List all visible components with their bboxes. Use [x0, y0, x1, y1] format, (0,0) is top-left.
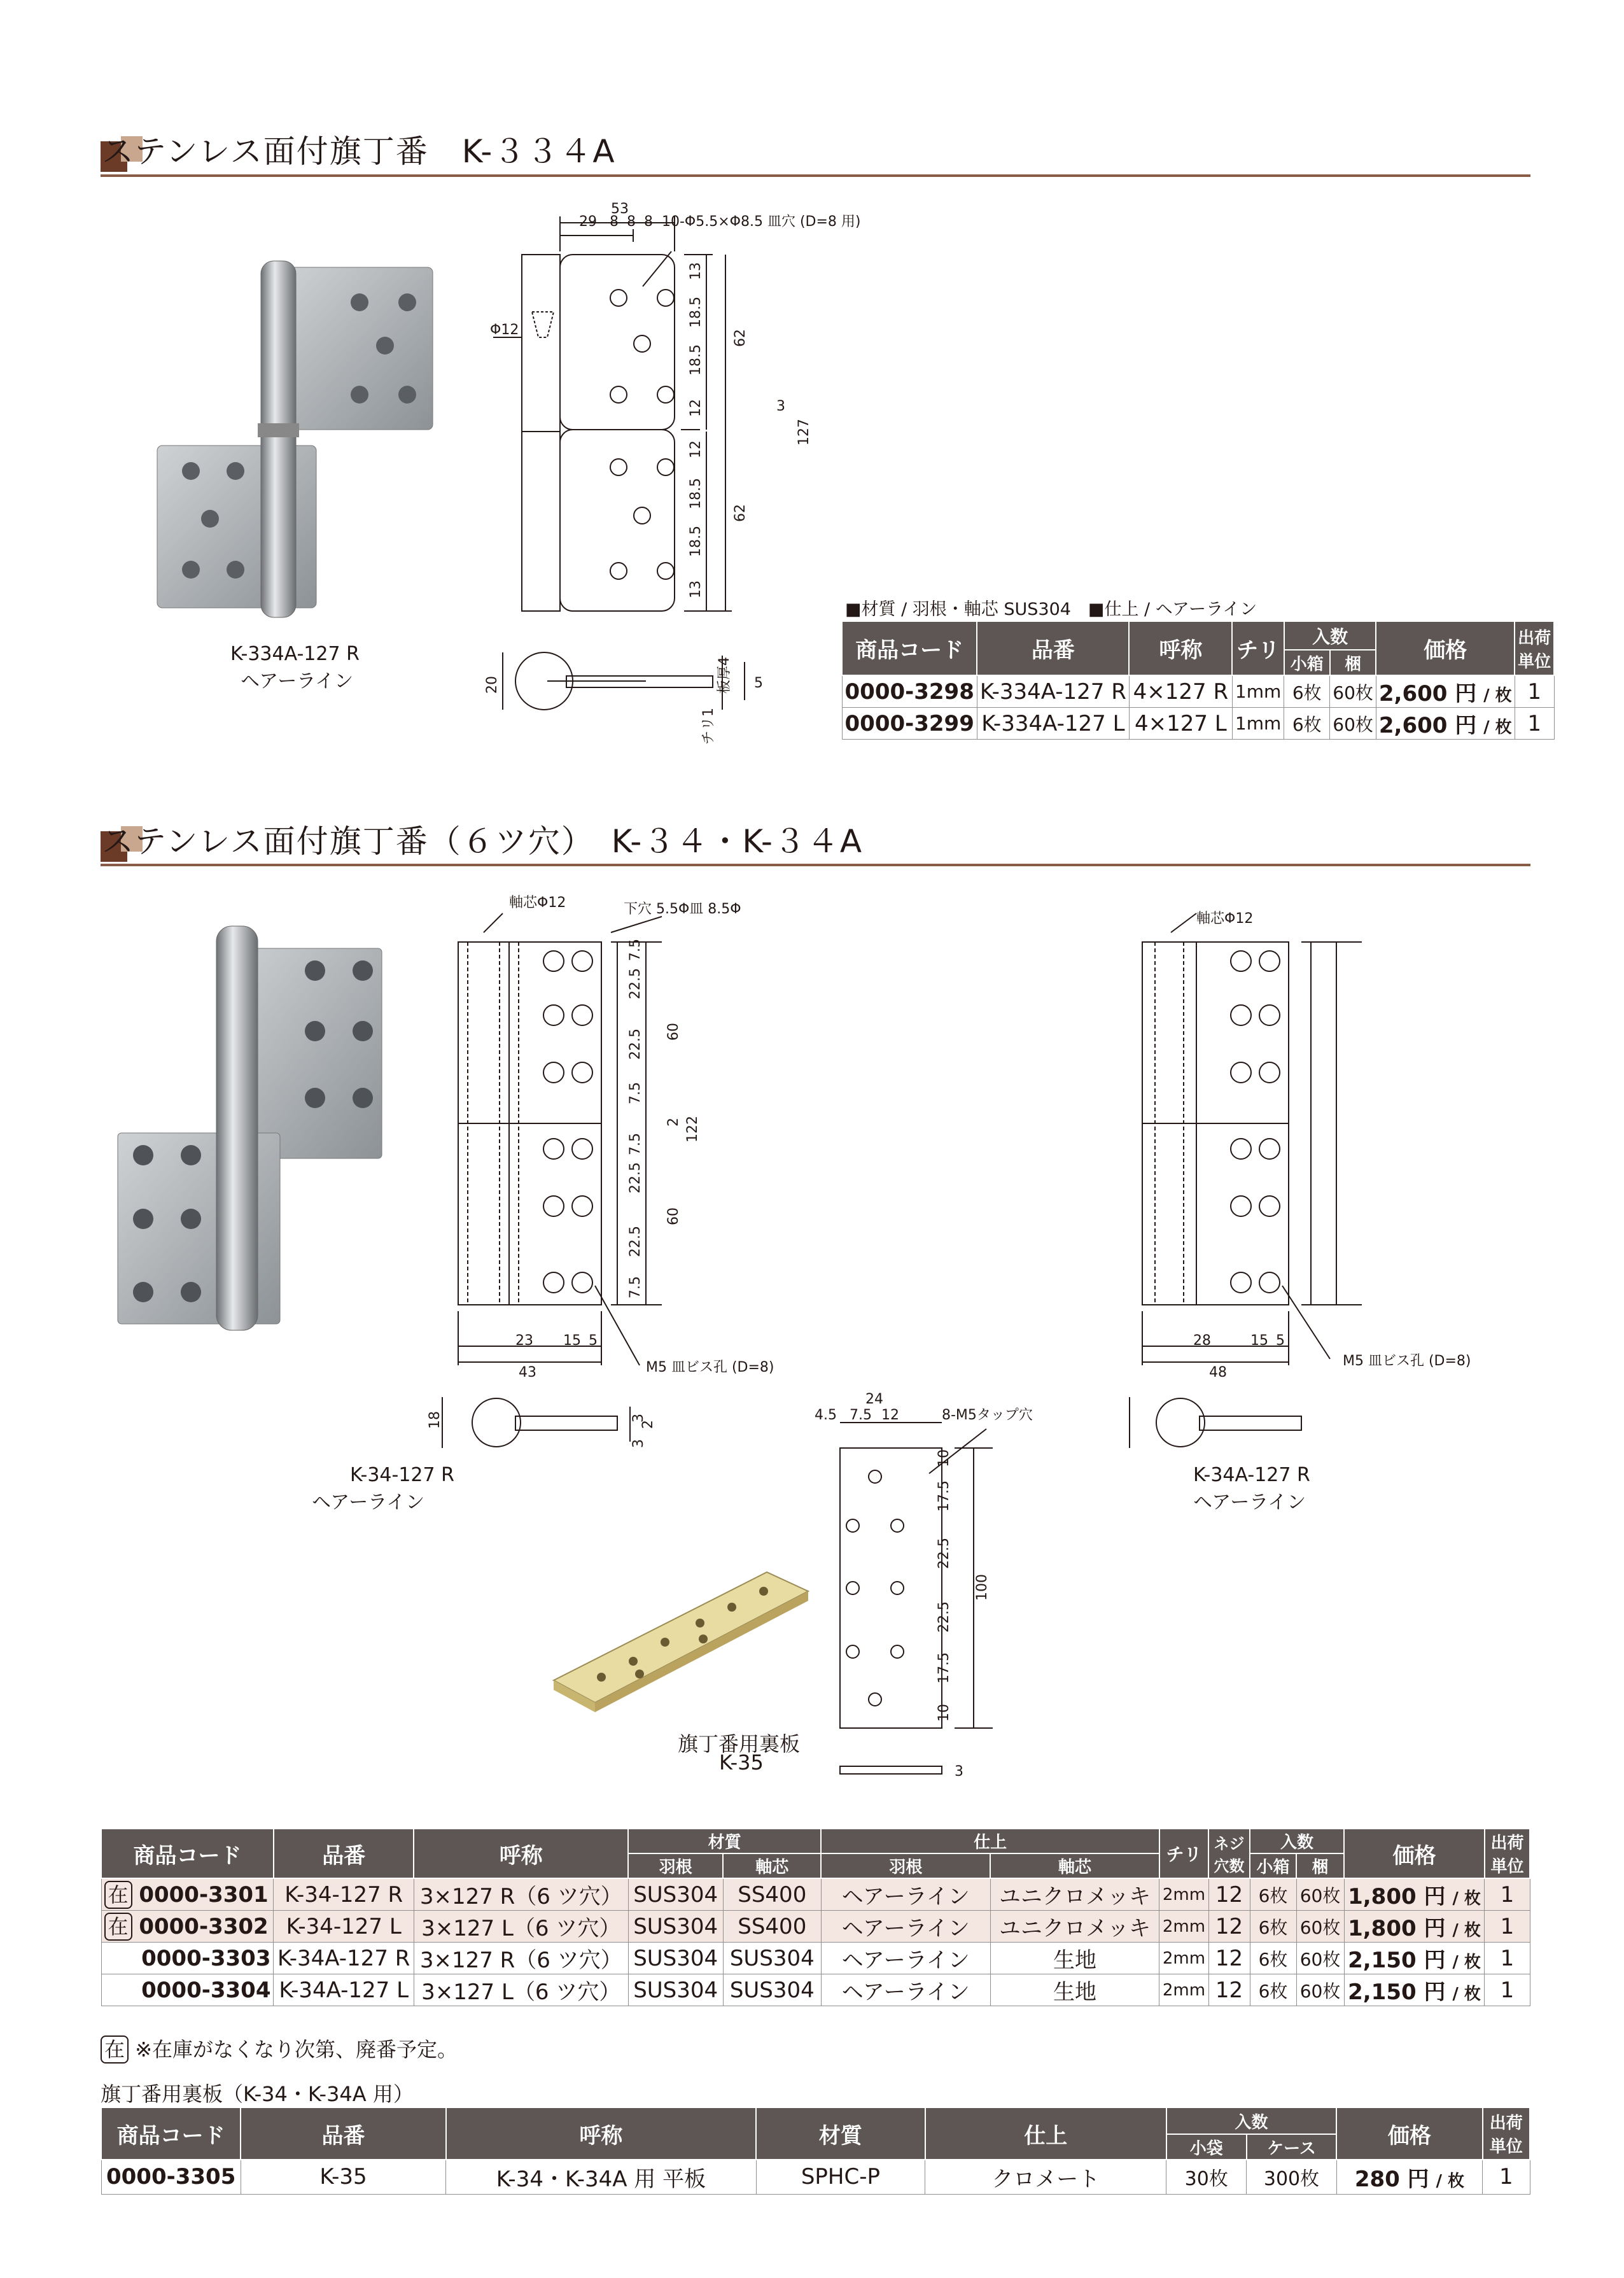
side-dim-3a: 3	[631, 1414, 647, 1423]
backing-plate-drawing	[802, 1384, 1095, 1792]
dim-v13a: 13	[688, 262, 704, 280]
hole-note: 10-Φ5.5×Φ8.5 皿穴 (D=8 用)	[662, 214, 861, 230]
cell-size: K-34・K-34A 用 平板	[446, 2160, 757, 2194]
cell-ship: 1	[1515, 708, 1554, 740]
plate-v225b: 22.5	[936, 1601, 952, 1633]
th-qty: 入数	[1284, 621, 1376, 650]
cell-size: 4×127 L	[1129, 708, 1232, 740]
dim-h15: 15	[563, 1333, 581, 1349]
th-chiri: チリ	[1232, 621, 1284, 675]
th-material: 材質	[628, 1829, 821, 1853]
th-code: 商品コード	[842, 621, 977, 675]
cell-name: K-34A-127 R	[274, 1943, 414, 1974]
cell-chiri: 2mm	[1159, 1878, 1208, 1911]
cell-fin-shaft: ユニクロメッキ	[990, 1878, 1159, 1911]
dim-v225a: 22.5	[627, 968, 643, 999]
dim-8c: 8	[644, 214, 653, 230]
dim-h5: 5	[1276, 1333, 1285, 1349]
table-row	[842, 675, 1554, 708]
cell-size: 3×127 L（6 ツ穴）	[414, 1974, 628, 2006]
dim-29: 29	[579, 214, 597, 230]
cell-name: K-334A-127 R	[977, 675, 1129, 708]
technical-drawing-k334a	[471, 191, 865, 764]
dim-h5: 5	[589, 1333, 598, 1349]
th-screw: ネジ穴数	[1208, 1829, 1250, 1878]
cell-chiri: 2mm	[1159, 1911, 1208, 1943]
cell-small: 6枚	[1250, 1911, 1296, 1943]
side-thickness: 板厚4	[717, 657, 732, 694]
section2-title: ステンレス面付旗丁番（６ツ穴） K-３４・K-３４A	[102, 823, 864, 860]
plate-v10b: 10	[936, 1704, 952, 1722]
cell-small: 6枚	[1250, 1974, 1296, 2006]
th-material: 材質	[756, 2107, 925, 2160]
th-ship: 出荷単位	[1515, 621, 1554, 675]
side-chiri: チリ1	[701, 708, 717, 745]
price-value: 2,150 円	[1348, 1979, 1446, 2005]
plate-dim-45: 4.5	[815, 1407, 837, 1423]
th-mat-shaft: 軸芯	[723, 1853, 821, 1878]
dim-v75c: 7.5	[627, 1133, 643, 1155]
cell-code: 0000-3304	[101, 1974, 274, 2006]
section1-rule	[101, 174, 1530, 177]
cell-fin-shaft: 生地	[990, 1974, 1159, 2006]
plate-v100: 100	[974, 1574, 990, 1601]
cell-case: 60枚	[1296, 1974, 1344, 2006]
dim-v12a: 12	[688, 399, 704, 417]
hinge-photo-k334a	[150, 251, 480, 627]
cell-fin-shaft: ユニクロメッキ	[990, 1911, 1159, 1943]
side-dim-20: 20	[484, 676, 500, 694]
cell-fin-wing: ヘアーライン	[821, 1943, 990, 1974]
dim-v225b: 22.5	[627, 1029, 643, 1060]
cell-name: K-34-127 R	[274, 1878, 414, 1911]
dim-h15: 15	[1250, 1333, 1268, 1349]
th-finish: 仕上	[925, 2107, 1166, 2160]
cell-name: K-34A-127 L	[274, 1974, 414, 2006]
dim-3: 3	[776, 398, 785, 414]
dim-v225c: 22.5	[627, 1162, 643, 1193]
dim-v225d: 22.5	[627, 1226, 643, 1257]
cell-price	[1336, 2160, 1482, 2194]
cell-finish: クロメート	[925, 2160, 1166, 2194]
dim-v185a: 18.5	[688, 297, 704, 328]
cell-case: 60枚	[1330, 708, 1376, 740]
photo2-caption-model: K-34-127 R	[350, 1464, 454, 1486]
th-fin-wing: 羽根	[821, 1853, 990, 1878]
th-size: 呼称	[446, 2107, 757, 2160]
code-value: 0000-3302	[139, 1913, 269, 1939]
th-qty-small: 小袋	[1166, 2134, 1247, 2160]
table-row	[101, 1974, 1530, 2006]
cell-mat-wing: SUS304	[628, 1911, 723, 1943]
cell-screw: 12	[1208, 1974, 1250, 2006]
hole-label: 下穴 5.5Φ皿 8.5Φ	[624, 901, 741, 917]
screw-label: M5 皿ビス孔 (D=8)	[646, 1360, 774, 1375]
th-qty: 入数	[1250, 1829, 1344, 1853]
dim-h48: 48	[1209, 1365, 1227, 1381]
material-note: ■材質 / 羽根・軸芯 SUS304 ■仕上 / ヘアーライン	[845, 600, 1257, 619]
price-unit: / 枚	[1483, 686, 1512, 705]
cell-name: K-34-127 L	[274, 1911, 414, 1943]
cell-price	[1344, 1878, 1485, 1911]
price-unit: / 枚	[1452, 1889, 1481, 1908]
product-table-k35	[101, 2107, 1530, 2195]
table-row	[101, 2160, 1530, 2194]
dim-127: 127	[796, 419, 812, 446]
stock-note	[101, 2034, 458, 2064]
cell-screw: 12	[1208, 1911, 1250, 1943]
th-ship: 出荷単位	[1483, 2107, 1530, 2160]
th-price: 価格	[1376, 621, 1515, 675]
dim-v75a: 7.5	[627, 939, 643, 961]
cell-size: 4×127 R	[1129, 675, 1232, 708]
th-qty-case: 梱	[1330, 650, 1376, 675]
dim-8a: 8	[610, 214, 619, 230]
cell-small: 30枚	[1166, 2160, 1247, 2194]
plate-v10a: 10	[936, 1449, 952, 1467]
th-size: 呼称	[414, 1829, 628, 1878]
price-unit: / 枚	[1452, 1953, 1481, 1972]
th-size: 呼称	[1129, 621, 1232, 675]
cell-price	[1376, 675, 1515, 708]
cell-chiri: 1mm	[1232, 708, 1284, 740]
stock-note-badge: 在	[101, 2035, 129, 2064]
price-value: 1,800 円	[1348, 1916, 1446, 1941]
shaft-dim: Φ12	[490, 322, 519, 338]
cell-name: K-334A-127 L	[977, 708, 1129, 740]
th-price: 価格	[1336, 2107, 1482, 2160]
dim-h23: 23	[515, 1333, 533, 1349]
th-qty-case: ケース	[1247, 2134, 1337, 2160]
cell-chiri: 2mm	[1159, 1974, 1208, 2006]
cell-price	[1344, 1943, 1485, 1974]
cell-mat-shaft: SS400	[723, 1878, 821, 1911]
cell-code	[101, 1878, 274, 1911]
price-value: 1,800 円	[1348, 1884, 1446, 1909]
side-dim-2: 2	[640, 1420, 656, 1429]
th-code: 商品コード	[101, 2107, 241, 2160]
cell-ship: 1	[1485, 1911, 1530, 1943]
cell-case: 60枚	[1330, 675, 1376, 708]
th-name: 品番	[241, 2107, 445, 2160]
price-unit: / 枚	[1452, 1985, 1481, 2004]
price-value: 2,150 円	[1348, 1948, 1446, 1973]
dim-v75b: 7.5	[627, 1082, 643, 1104]
dim-v185c: 18.5	[688, 478, 704, 509]
cell-code: 0000-3298	[842, 675, 977, 708]
technical-drawing-k34a	[1120, 888, 1527, 1448]
product-table-k34	[101, 1828, 1530, 2006]
dim-62a: 62	[732, 329, 748, 347]
plate-dim-24: 24	[865, 1391, 883, 1407]
backing-plate-model: K-35	[719, 1750, 764, 1775]
dim-v13b: 13	[688, 580, 704, 598]
dim-v75d: 7.5	[627, 1276, 643, 1298]
backing-plate-photo	[541, 1553, 821, 1719]
plate-v175b: 17.5	[936, 1652, 952, 1684]
cell-fin-shaft: 生地	[990, 1943, 1159, 1974]
shaft-label: 軸芯Φ12	[1196, 911, 1254, 927]
cell-case: 300枚	[1247, 2160, 1337, 2194]
th-finish: 仕上	[821, 1829, 1159, 1853]
th-qty-small: 小箱	[1250, 1853, 1296, 1878]
cell-chiri: 1mm	[1232, 675, 1284, 708]
price-unit: / 枚	[1436, 2171, 1465, 2191]
cell-small: 6枚	[1250, 1878, 1296, 1911]
th-name: 品番	[977, 621, 1129, 675]
dim-v122: 122	[685, 1116, 701, 1143]
dim-v2: 2	[666, 1118, 682, 1127]
dim-v60b: 60	[666, 1207, 682, 1225]
cell-price	[1376, 708, 1515, 740]
cell-case: 60枚	[1296, 1943, 1344, 1974]
drawing-right-model: K-34A-127 R	[1193, 1464, 1310, 1486]
cell-case: 60枚	[1296, 1878, 1344, 1911]
photo1-caption-model: K-334A-127 R	[230, 643, 360, 665]
cell-mat-shaft: SUS304	[723, 1974, 821, 2006]
th-mat-wing: 羽根	[628, 1853, 723, 1878]
section3-title: 旗丁番用裏板（K-34・K-34A 用）	[101, 2082, 414, 2106]
photo1-caption-finish: ヘアーライン	[241, 670, 354, 693]
dim-v60a: 60	[666, 1023, 682, 1041]
cell-ship: 1	[1485, 1974, 1530, 2006]
dim-h28: 28	[1193, 1333, 1211, 1349]
dim-8b: 8	[627, 214, 636, 230]
stock-badge: 在	[104, 1913, 132, 1941]
cell-ship: 1	[1515, 675, 1554, 708]
cell-mat-shaft: SUS304	[723, 1943, 821, 1974]
section1-title: ステンレス面付旗丁番 K-３３４A	[102, 133, 616, 170]
cell-material: SPHC-P	[756, 2160, 925, 2194]
th-price: 価格	[1344, 1829, 1485, 1878]
th-qty-small: 小箱	[1284, 650, 1330, 675]
table-row	[101, 1911, 1530, 1943]
cell-code	[101, 1911, 274, 1943]
stock-note-text: ※在庫がなくなり次第、廃番予定。	[135, 2037, 458, 2062]
cell-mat-wing: SUS304	[628, 1974, 723, 2006]
cell-code: 0000-3299	[842, 708, 977, 740]
cell-chiri: 2mm	[1159, 1943, 1208, 1974]
table-row	[842, 708, 1554, 740]
price-unit: / 枚	[1483, 718, 1512, 737]
price-value: 2,600 円	[1378, 713, 1477, 738]
screw-label: M5 皿ビス孔 (D=8)	[1343, 1353, 1471, 1369]
photo2-caption-finish: ヘアーライン	[312, 1491, 425, 1514]
cell-name: K-35	[241, 2160, 445, 2194]
cell-small: 6枚	[1284, 675, 1330, 708]
cell-screw: 12	[1208, 1943, 1250, 1974]
side-dim-5: 5	[754, 675, 763, 691]
side-dim-3b: 3	[631, 1439, 647, 1448]
th-ship: 出荷単位	[1485, 1829, 1530, 1878]
section2-rule	[101, 864, 1530, 866]
cell-price	[1344, 1911, 1485, 1943]
cell-case: 60枚	[1296, 1911, 1344, 1943]
code-value: 0000-3301	[139, 1881, 269, 1908]
drawing-right-finish: ヘアーライン	[1193, 1491, 1306, 1514]
plate-v3: 3	[955, 1764, 963, 1780]
cell-mat-wing: SUS304	[628, 1878, 723, 1911]
th-chiri: チリ	[1159, 1829, 1208, 1878]
table-row	[101, 1878, 1530, 1911]
cell-size: 3×127 R（6 ツ穴）	[414, 1878, 628, 1911]
product-table-k334a	[841, 621, 1555, 740]
dim-62b: 62	[732, 504, 748, 522]
cell-small: 6枚	[1284, 708, 1330, 740]
cell-code: 0000-3303	[101, 1943, 274, 1974]
cell-fin-wing: ヘアーライン	[821, 1911, 990, 1943]
cell-fin-wing: ヘアーライン	[821, 1974, 990, 2006]
price-unit: / 枚	[1452, 1921, 1481, 1940]
cell-ship: 1	[1485, 1943, 1530, 1974]
dim-53: 53	[611, 201, 629, 217]
price-value: 280 円	[1354, 2166, 1429, 2192]
side-dim-18: 18	[427, 1411, 443, 1429]
stock-badge: 在	[104, 1881, 132, 1909]
cell-size: 3×127 R（6 ツ穴）	[414, 1943, 628, 1974]
price-value: 2,600 円	[1378, 681, 1477, 707]
th-qty: 入数	[1166, 2107, 1337, 2134]
cell-screw: 12	[1208, 1878, 1250, 1911]
shaft-label: 軸芯Φ12	[509, 895, 566, 911]
table-row	[101, 1943, 1530, 1974]
cell-ship: 1	[1485, 1878, 1530, 1911]
th-fin-shaft: 軸芯	[990, 1853, 1159, 1878]
cell-small: 6枚	[1250, 1943, 1296, 1974]
th-qty-case: 梱	[1296, 1853, 1344, 1878]
dim-v185b: 18.5	[688, 344, 704, 376]
cell-ship: 1	[1483, 2160, 1530, 2194]
cell-size: 3×127 L（6 ツ穴）	[414, 1911, 628, 1943]
plate-v175a: 17.5	[936, 1480, 952, 1512]
dim-h43: 43	[519, 1365, 536, 1381]
th-name: 品番	[274, 1829, 414, 1878]
dim-v12b: 12	[688, 440, 704, 458]
plate-v225a: 22.5	[936, 1538, 952, 1569]
cell-price	[1344, 1974, 1485, 2006]
backing-plate-caption: 旗丁番用裏板	[678, 1732, 801, 1756]
plate-dim-12: 12	[881, 1407, 899, 1423]
technical-drawing-k34	[420, 888, 827, 1448]
cell-mat-wing: SUS304	[628, 1943, 723, 1974]
cell-mat-shaft: SS400	[723, 1911, 821, 1943]
th-code: 商品コード	[101, 1829, 274, 1878]
plate-dim-75: 7.5	[850, 1407, 872, 1423]
plate-tap: 8-M5タップ穴	[942, 1407, 1033, 1423]
dim-v185d: 18.5	[688, 526, 704, 557]
cell-code: 0000-3305	[101, 2160, 241, 2194]
hinge-photo-k34	[111, 917, 404, 1337]
cell-fin-wing: ヘアーライン	[821, 1878, 990, 1911]
